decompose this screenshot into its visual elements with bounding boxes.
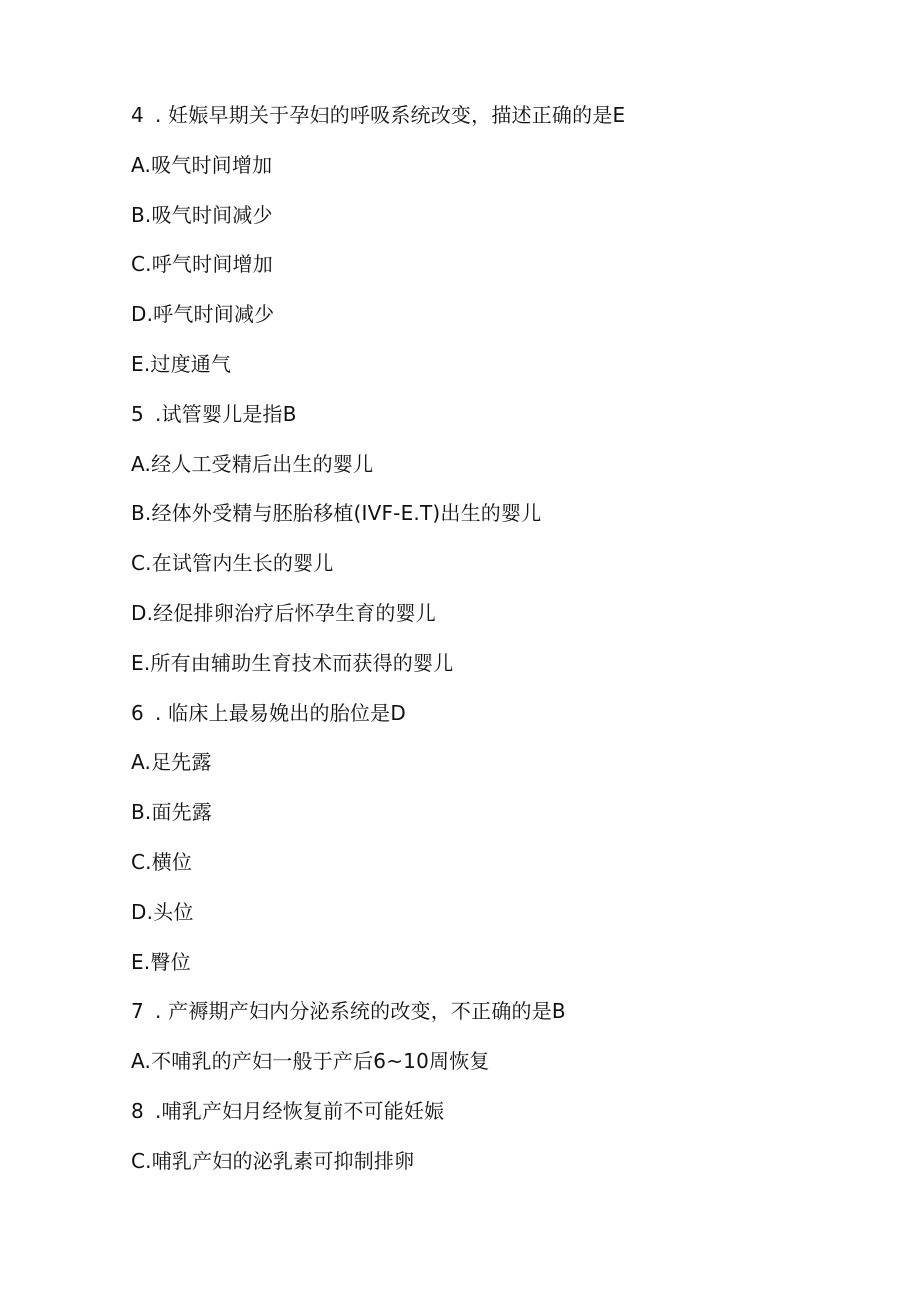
question-5-option-d: D.经促排卵治疗后怀孕生育的婴儿	[131, 600, 436, 625]
question-5-option-a: A.经人工受精后出生的婴儿	[131, 451, 374, 476]
question-5-option-c: C.在试管内生长的婴儿	[131, 551, 334, 576]
question-number: 5	[131, 401, 144, 426]
question-4-stem	[131, 100, 831, 150]
question-6-stem	[131, 698, 831, 748]
question-text: . 妊娠早期关于孕妇的呼吸系统改变，描述正确的是E	[155, 103, 626, 127]
question-number: 8	[131, 1098, 144, 1123]
question-5-option-b: B.经体外受精与胚胎移植(IVF-E.T)出生的婴儿	[131, 501, 542, 526]
question-number: 4	[131, 103, 144, 127]
question-6-option-d: D.头位	[131, 899, 194, 924]
question-4-option-c: C.呼气时间增加	[131, 252, 273, 277]
question-7-stem	[131, 996, 831, 1046]
question-text: . 产褥期产妇内分泌系统的改变，不正确的是B	[155, 999, 566, 1024]
question-4-option-b: B.吸气时间减少	[131, 202, 273, 227]
question-7-option-a: A.不哺乳的产妇一般于产后6~10周恢复	[131, 1049, 490, 1074]
question-5-stem	[131, 399, 831, 449]
question-4-option-e: E.过度通气	[131, 351, 232, 376]
question-text: .试管婴儿是指B	[155, 401, 297, 426]
question-6-option-a: A.足先露	[131, 750, 212, 775]
question-4-option-a: A.吸气时间增加	[131, 152, 273, 177]
question-number: 7	[131, 999, 144, 1024]
question-6-option-c: C.横位	[131, 849, 193, 874]
question-8-stem	[131, 1096, 831, 1146]
question-6-option-e: E.臀位	[131, 949, 191, 974]
question-6-option-b: B.面先露	[131, 800, 213, 825]
question-list	[131, 100, 831, 1196]
question-4-option-d: D.呼气时间减少	[131, 302, 275, 327]
question-7-option-c: C.哺乳产妇的泌乳素可抑制排卵	[131, 1148, 415, 1173]
question-number: 6	[131, 700, 144, 725]
question-text: .哺乳产妇月经恢复前不可能妊娠	[155, 1098, 445, 1123]
question-text: . 临床上最易娩出的胎位是D	[155, 700, 406, 725]
question-5-option-e: E.所有由辅助生育技术而获得的婴儿	[131, 650, 454, 675]
